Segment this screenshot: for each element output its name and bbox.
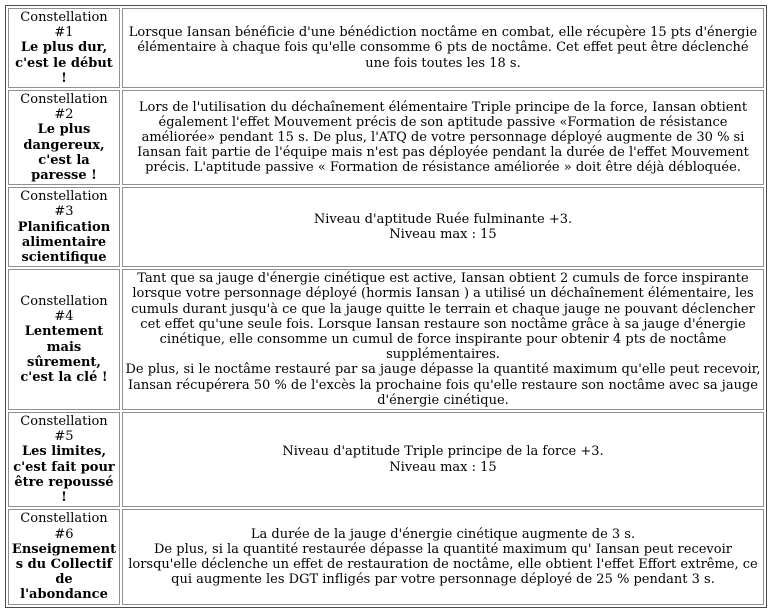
constellation-description-line: Lorsque Iansan bénéficie d'une bénédiction noctâme en combat, elle récupère 15 pts d'énergie élémentaire à chaque fois qu'elle consomme 6 pts de noctâme. Cet effet peut être déclenché une fois toutes les 18 s. [128,25,758,71]
constellation-name: Le plus dangereux, c'est la paresse ! [23,122,105,184]
constellation-name: Le plus dur, c'est le début ! [15,40,113,86]
constellation-title-cell [8,8,120,88]
constellation-description-line: Lors de l'utilisation du déchaînement élémentaire Triple principe de la force, Iansan obtient également l'effet Mouvement précis de son aptitude passive «Formation de résistance améliorée» pendant 15 s. De plus, l'ATQ de votre personnage déployé augmente de 30 % si Iansan fait partie de l'équipe mais n'est pas déployée pendant la durée de l'effet Mouvement précis. L'aptitude passive « Formation de résistance améliorée » doit être déjà débloquée. [137,99,749,176]
constellations-table [5,5,767,608]
constellation-description-cell [122,412,764,507]
constellation-name: Planification alimentaire scientifique [17,219,111,266]
table-row [8,269,764,410]
table-row [8,187,764,267]
constellation-description-cell [122,187,764,267]
constellation-name: Les limites, c'est fait pour être repoussé ! [13,444,115,506]
constellation-description-cell [122,269,764,410]
constellation-description-line: Niveau d'aptitude Triple principe de la force +3. [282,444,604,460]
constellation-description-line: De plus, si la quantité restaurée dépasse la quantité maximum qu' Iansan peut recevoir lorsqu'elle déclenche un effet de restauration de noctâme, elle obtient l'effet Effort extrême, ce qui augmente les DGT infligés par votre personnage déployé de 25 % pendant 3 s. [128,541,758,588]
table-row [8,90,764,185]
constellation-title-cell [8,269,120,410]
constellation-name: Lentement mais sûrement, c'est la clé ! [20,324,108,386]
constellation-description-line: Tant que sa jauge d'énergie cinétique est active, Iansan obtient 2 cumuls de force inspirante lorsque votre personnage déployé (hormis Iansan ) a utilisé un déchaînement élémentaire, les cumuls durant jusqu'à ce que la jauge quitte le terrain et chaque jauge ne pouvant déclencher cet effet qu'une seule fois. Lorsque Iansan restaure son noctâme grâce à sa jauge d'énergie cinétique, elle consomme un cumul de force inspirante pour obtenir 4 pts de noctâme supplémentaires. [131,271,755,363]
constellation-description-line: Niveau d'aptitude Ruée fulminante +3. [313,212,573,228]
constellation-description-cell [122,509,764,604]
constellation-number: Constellation #4 [20,294,108,325]
constellation-description-line: Niveau max : 15 [389,459,497,475]
constellation-name: Enseignements du Collectif de l'abondance [11,541,117,603]
table-row [8,509,764,604]
constellation-title-cell [8,187,120,267]
constellation-description-line: Niveau max : 15 [389,227,497,243]
constellation-title-cell [8,90,120,185]
constellation-title-cell [8,509,120,604]
constellation-number: Constellation #2 [20,92,108,123]
constellation-description-cell [122,90,764,185]
constellation-number: Constellation #5 [20,414,108,445]
constellation-title-cell [8,412,120,507]
constellation-description-cell [122,8,764,88]
constellation-description-line: De plus, si le noctâme restauré par sa jauge dépasse la quantité maximum qu'elle peut recevoir, Iansan récupérera 50 % de l'excès la prochaine fois qu'elle restaure son noctâme avec sa jauge d'énergie cinétique. [125,362,761,408]
table-row [8,8,764,88]
constellation-description-line: La durée de la jauge d'énergie cinétique augmente de 3 s. [250,526,636,542]
constellation-number: Constellation #1 [20,10,108,41]
constellation-number: Constellation #3 [20,189,108,220]
constellation-number: Constellation #6 [20,511,108,542]
table-row [8,412,764,507]
